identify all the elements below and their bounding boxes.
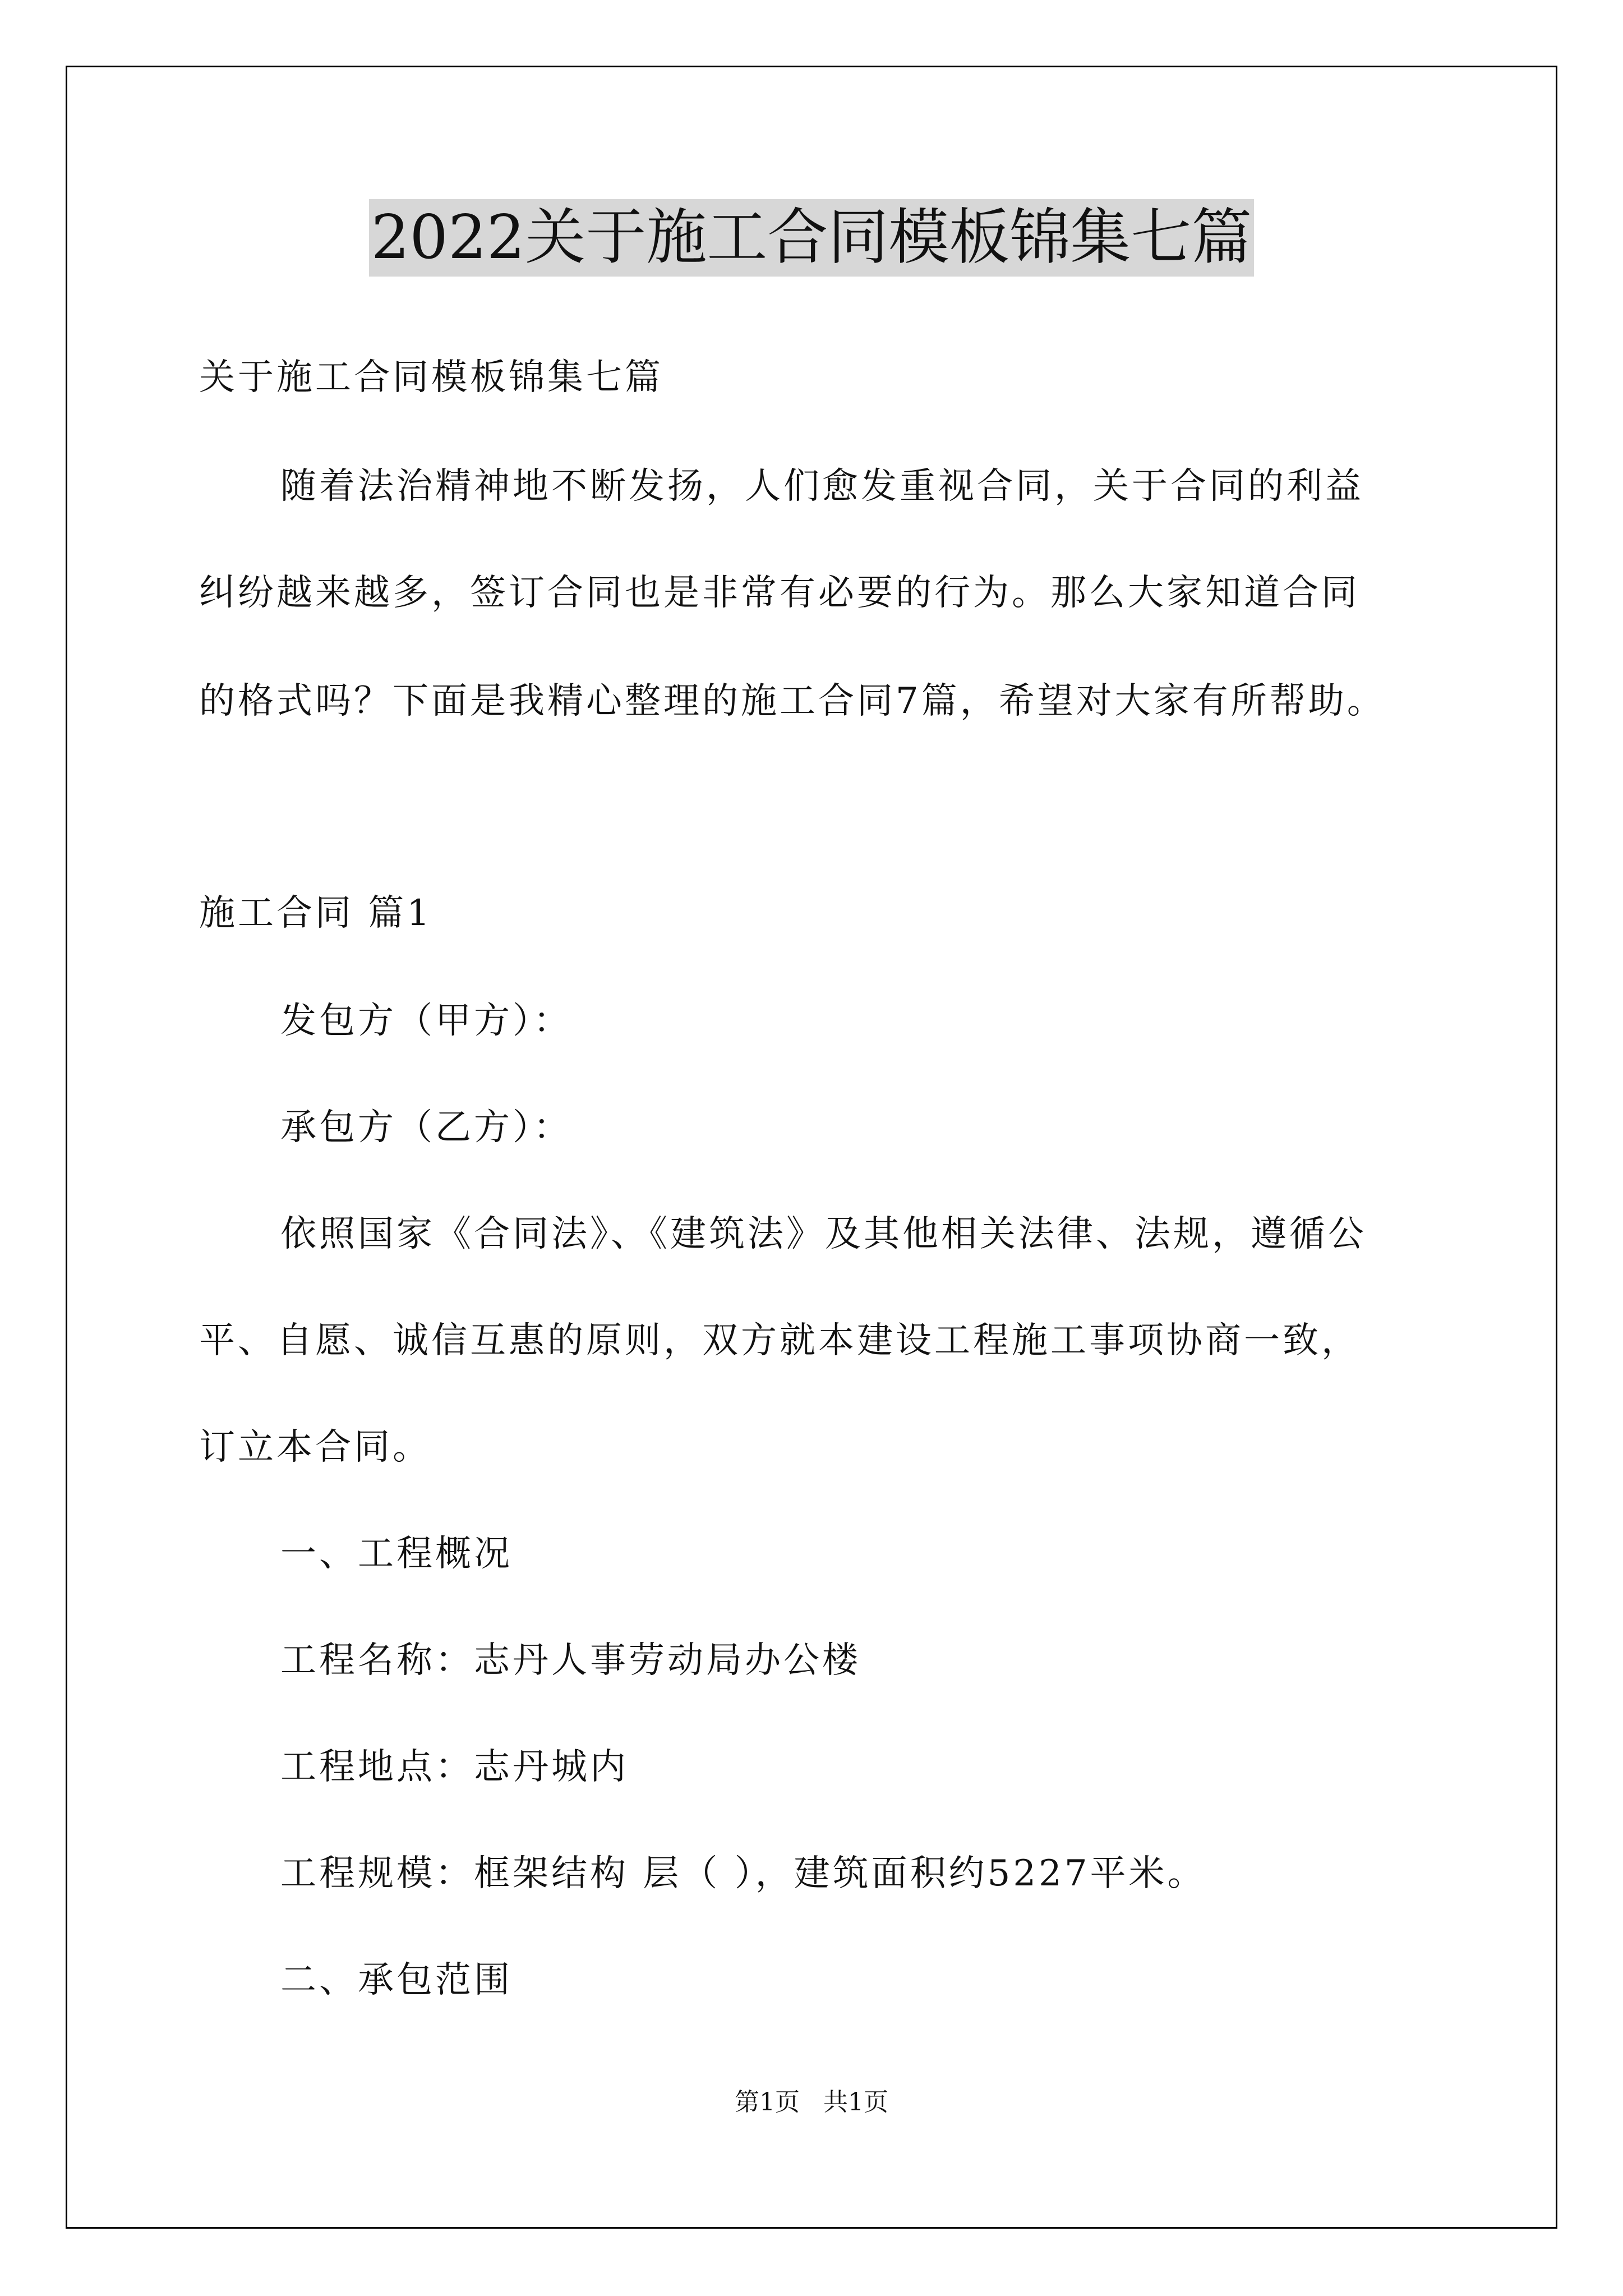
party-b-line: 承包方（乙方）： — [280, 1107, 572, 1148]
project-name-line: 工程名称：志丹人事劳动局办公楼 — [280, 1640, 861, 1681]
project-location-line: 工程地点：志丹城内 — [280, 1746, 629, 1788]
intro-line-1: 随着法治精神地不断发扬，人们愈发重视合同，关于合同的利益 — [280, 466, 1364, 507]
intro-line-3: 的格式吗？下面是我精心整理的施工合同7篇，希望对大家有所帮助。 — [199, 680, 1386, 722]
intro-line-2: 纠纷越来越多，签订合同也是非常有必要的行为。那么大家知道合同 — [199, 572, 1360, 614]
title-container — [0, 199, 1623, 277]
document-title: 2022关于施工合同模板锦集七篇 — [369, 199, 1255, 277]
section-heading: 施工合同 篇1 — [199, 892, 433, 934]
item1-heading: 一、工程概况 — [280, 1533, 513, 1575]
basis-line-1: 依照国家《合同法》、《建筑法》及其他相关法律、法规，遵循公 — [280, 1213, 1367, 1255]
party-a-line: 发包方（甲方）： — [280, 1000, 572, 1042]
project-scale-line: 工程规模：框架结构 层（ ），建筑面积约5227平米。 — [280, 1853, 1206, 1894]
basis-line-2: 平、自愿、诚信互惠的原则，双方就本建设工程施工事项协商一致， — [199, 1320, 1360, 1361]
basis-line-3: 订立本合同。 — [199, 1427, 431, 1468]
document-subtitle: 关于施工合同模板锦集七篇 — [199, 357, 663, 398]
item2-heading: 二、承包范围 — [280, 1959, 513, 2001]
page-footer: 第1页 共1页 — [735, 2088, 888, 2116]
